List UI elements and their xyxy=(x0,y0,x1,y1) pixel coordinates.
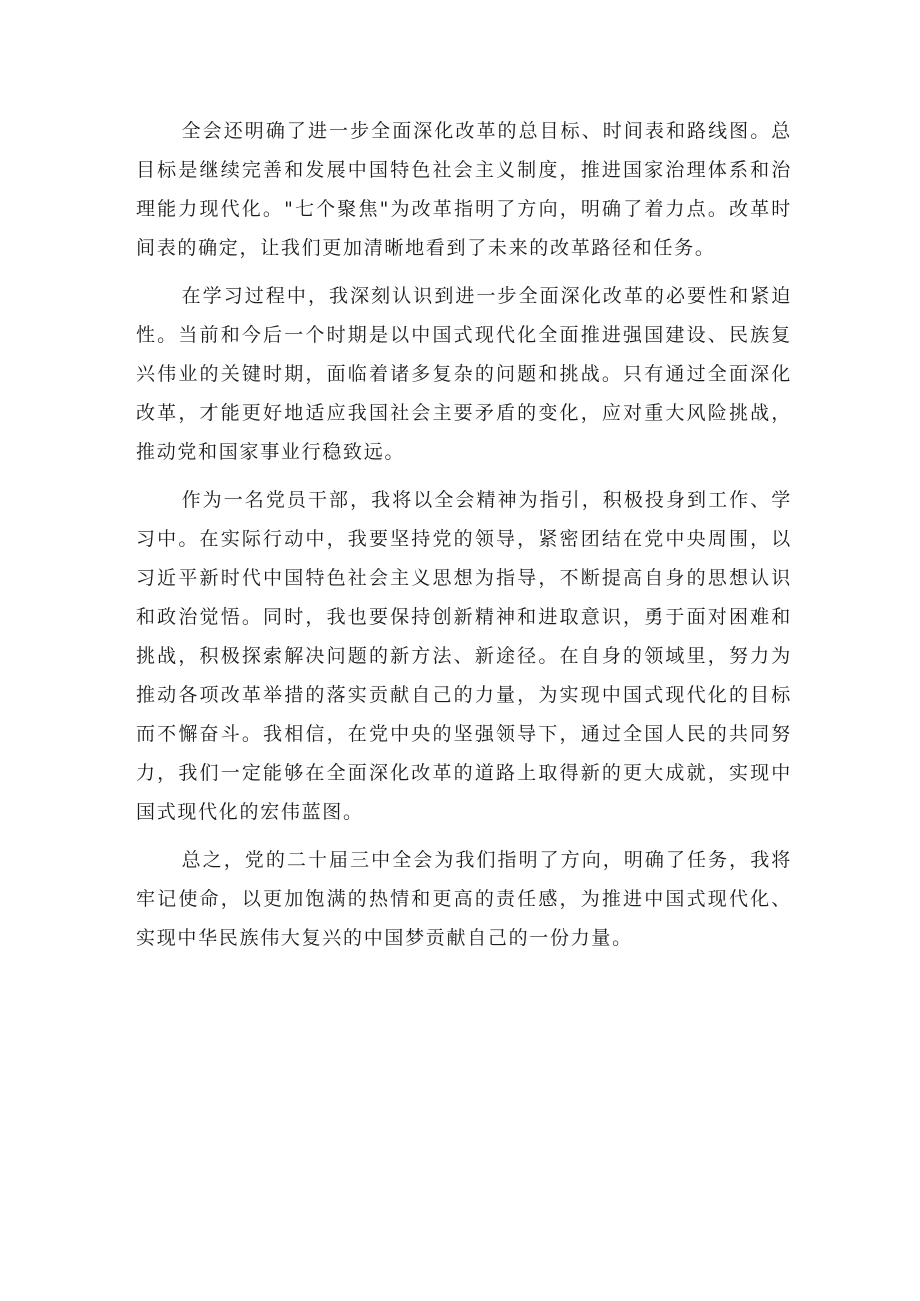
paragraph-party-member-actions: 作为一名党员干部，我将以全会精神为指引，积极投身到工作、学习中。在实际行动中，我要坚持党的领导，紧密团结在党中央周围，以习近平新时代中国特色社会主义思想为指导，不断提高自身的思想认识和政治觉悟。同时，我也要保持创新精神和进取意识，勇于面对困难和挑战，积极探索解决问题的新方法、新途径。在自身的领域里，努力为推动各项改革举措的落实贡献自己的力量，为实现中国式现代化的目标而不懈奋斗。我相信，在党中央的坚强领导下，通过全国人民的共同努力，我们一定能够在全面深化改革的道路上取得新的更大成就，实现中国式现代化的宏伟蓝图。 xyxy=(136,489,792,823)
paragraph-goals-timeline: 全会还明确了进一步全面深化改革的总目标、时间表和路线图。总目标是继续完善和发展中国特色社会主义制度，推进国家治理体系和治理能力现代化。"七个聚焦"为改革指明了方向，明确了着力点。改革时间表的确定，让我们更加清晰地看到了未来的改革路径和任务。 xyxy=(136,120,792,259)
paragraph-necessity-urgency: 在学习过程中，我深刻认识到进一步全面深化改革的必要性和紧迫性。当前和今后一个时期是以中国式现代化全面推进强国建设、民族复兴伟业的关键时期，面临着诸多复杂的问题和挑战。只有通过全面深化改革，才能更好地适应我国社会主要矛盾的变化，应对重大风险挑战，推动党和国家事业行稳致远。 xyxy=(136,285,792,463)
paragraph-conclusion: 总之，党的二十届三中全会为我们指明了方向，明确了任务，我将牢记使命，以更加饱满的热情和更高的责任感，为推进中国式现代化、实现中华民族伟大复兴的中国梦贡献自己的一份力量。 xyxy=(136,849,792,949)
document-body xyxy=(136,112,792,967)
